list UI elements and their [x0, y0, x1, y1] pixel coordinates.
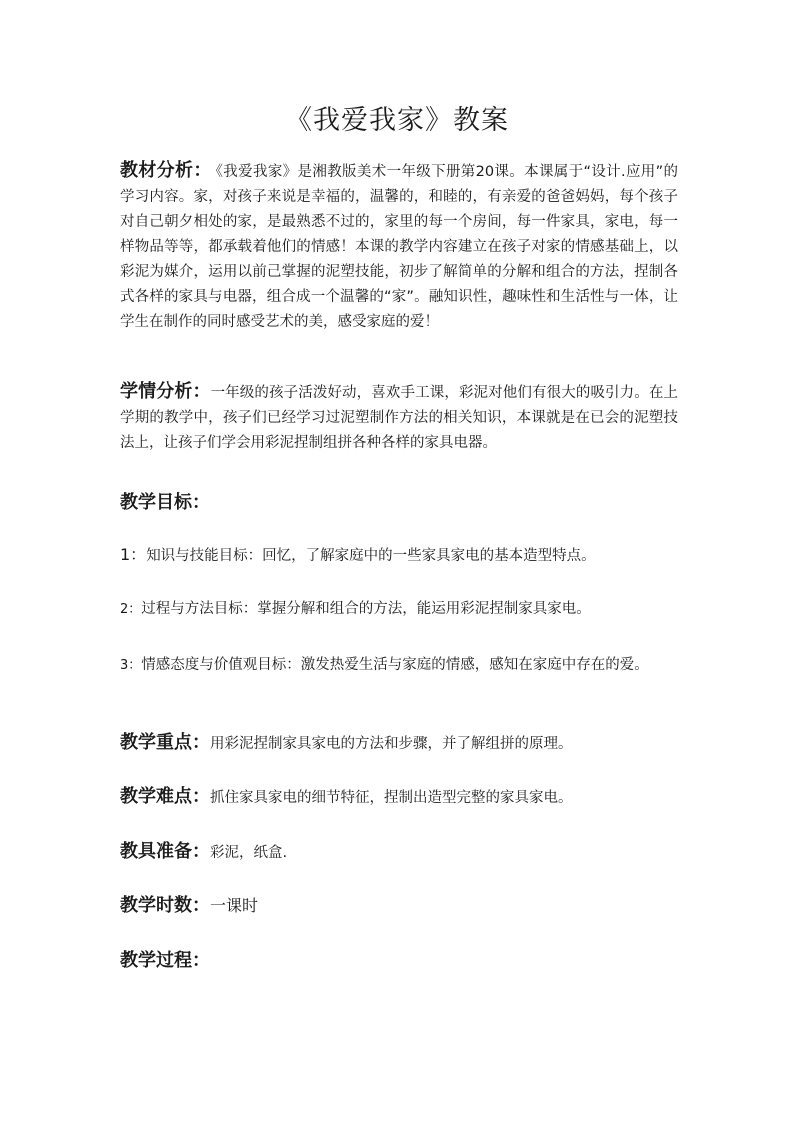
section-difficulty [120, 782, 678, 813]
student-analysis-text: 一年级的孩子活泼好动，喜欢手工课，彩泥对他们有很大的吸引力。在上学期的教学中，孩子们已经学习过泥塑制作方法的相关知识，本课就是在已会的泥塑技法上，让孩子们学会用彩泥捏制组拼各种各样的家具电器。 [120, 385, 679, 451]
duration-label: 教学时数： [120, 895, 210, 916]
key-point-label: 教学重点： [120, 732, 210, 753]
material-analysis-text: 《我爱我家》是湘教版美术一年级下册第20课。本课属于“设计.应用”的学习内容。家，对孩子来说是幸福的，温馨的，和睦的，有亲爱的爸爸妈妈，每个孩子对自己朝夕相处的家，是最熟悉不过的，家里的每一个房间，每一件家具，家电，每一样物品等等，都承载着他们的情感！本课的教学内容建立在孩子对家的情感基础上，以彩泥为媒介，运用以前己掌握的泥塑技能，初步了解简单的分解和组合的方法，捏制各式各样的家具与电器，组合成一个温馨的“家”。融知识性，趣味性和生活性与一体，让学生在制作的同时感受艺术的美，感受家庭的爱！ [120, 164, 678, 330]
materials-text: 彩泥，纸盒. [210, 845, 288, 861]
section-process [120, 946, 678, 977]
goal-number: 1： [120, 545, 147, 564]
section-goals-heading [120, 488, 678, 514]
section-materials [120, 837, 678, 868]
goal-text: 知识与技能目标：回忆，了解家庭中的一些家具家电的基本造型特点。 [146, 548, 596, 564]
key-point-text: 用彩泥捏制家具家电的方法和步骤，并了解组拼的原理。 [210, 736, 573, 752]
process-label: 教学过程： [120, 950, 210, 971]
goal-text: 过程与方法目标：掌握分解和组合的方法，能运用彩泥捏制家具家电。 [141, 601, 591, 617]
section-material-analysis [120, 158, 678, 335]
goal-item-1 [120, 540, 678, 571]
section-key-point [120, 728, 678, 759]
materials-label: 教具准备： [120, 841, 210, 862]
difficulty-text: 抓住家具家电的细节特征，捏制出造型完整的家具家电。 [210, 790, 573, 806]
goal-item-2 [120, 594, 678, 625]
goal-text: 情感态度与价值观目标：激发热爱生活与家庭的情感，感知在家庭中存在的爱。 [141, 657, 649, 673]
student-analysis-label: 学情分析： [120, 381, 211, 402]
duration-text: 一课时 [210, 896, 259, 915]
goal-number: 3： [120, 658, 142, 673]
section-student-analysis [120, 379, 678, 456]
document-title: 《我爱我家》教案 [285, 105, 509, 136]
difficulty-label: 教学难点： [120, 786, 210, 807]
goal-number: 2： [120, 602, 142, 617]
goal-item-3 [120, 650, 678, 681]
material-analysis-label: 教材分析： [120, 160, 212, 181]
section-duration [120, 891, 678, 922]
goals-label: 教学目标： [120, 492, 210, 513]
